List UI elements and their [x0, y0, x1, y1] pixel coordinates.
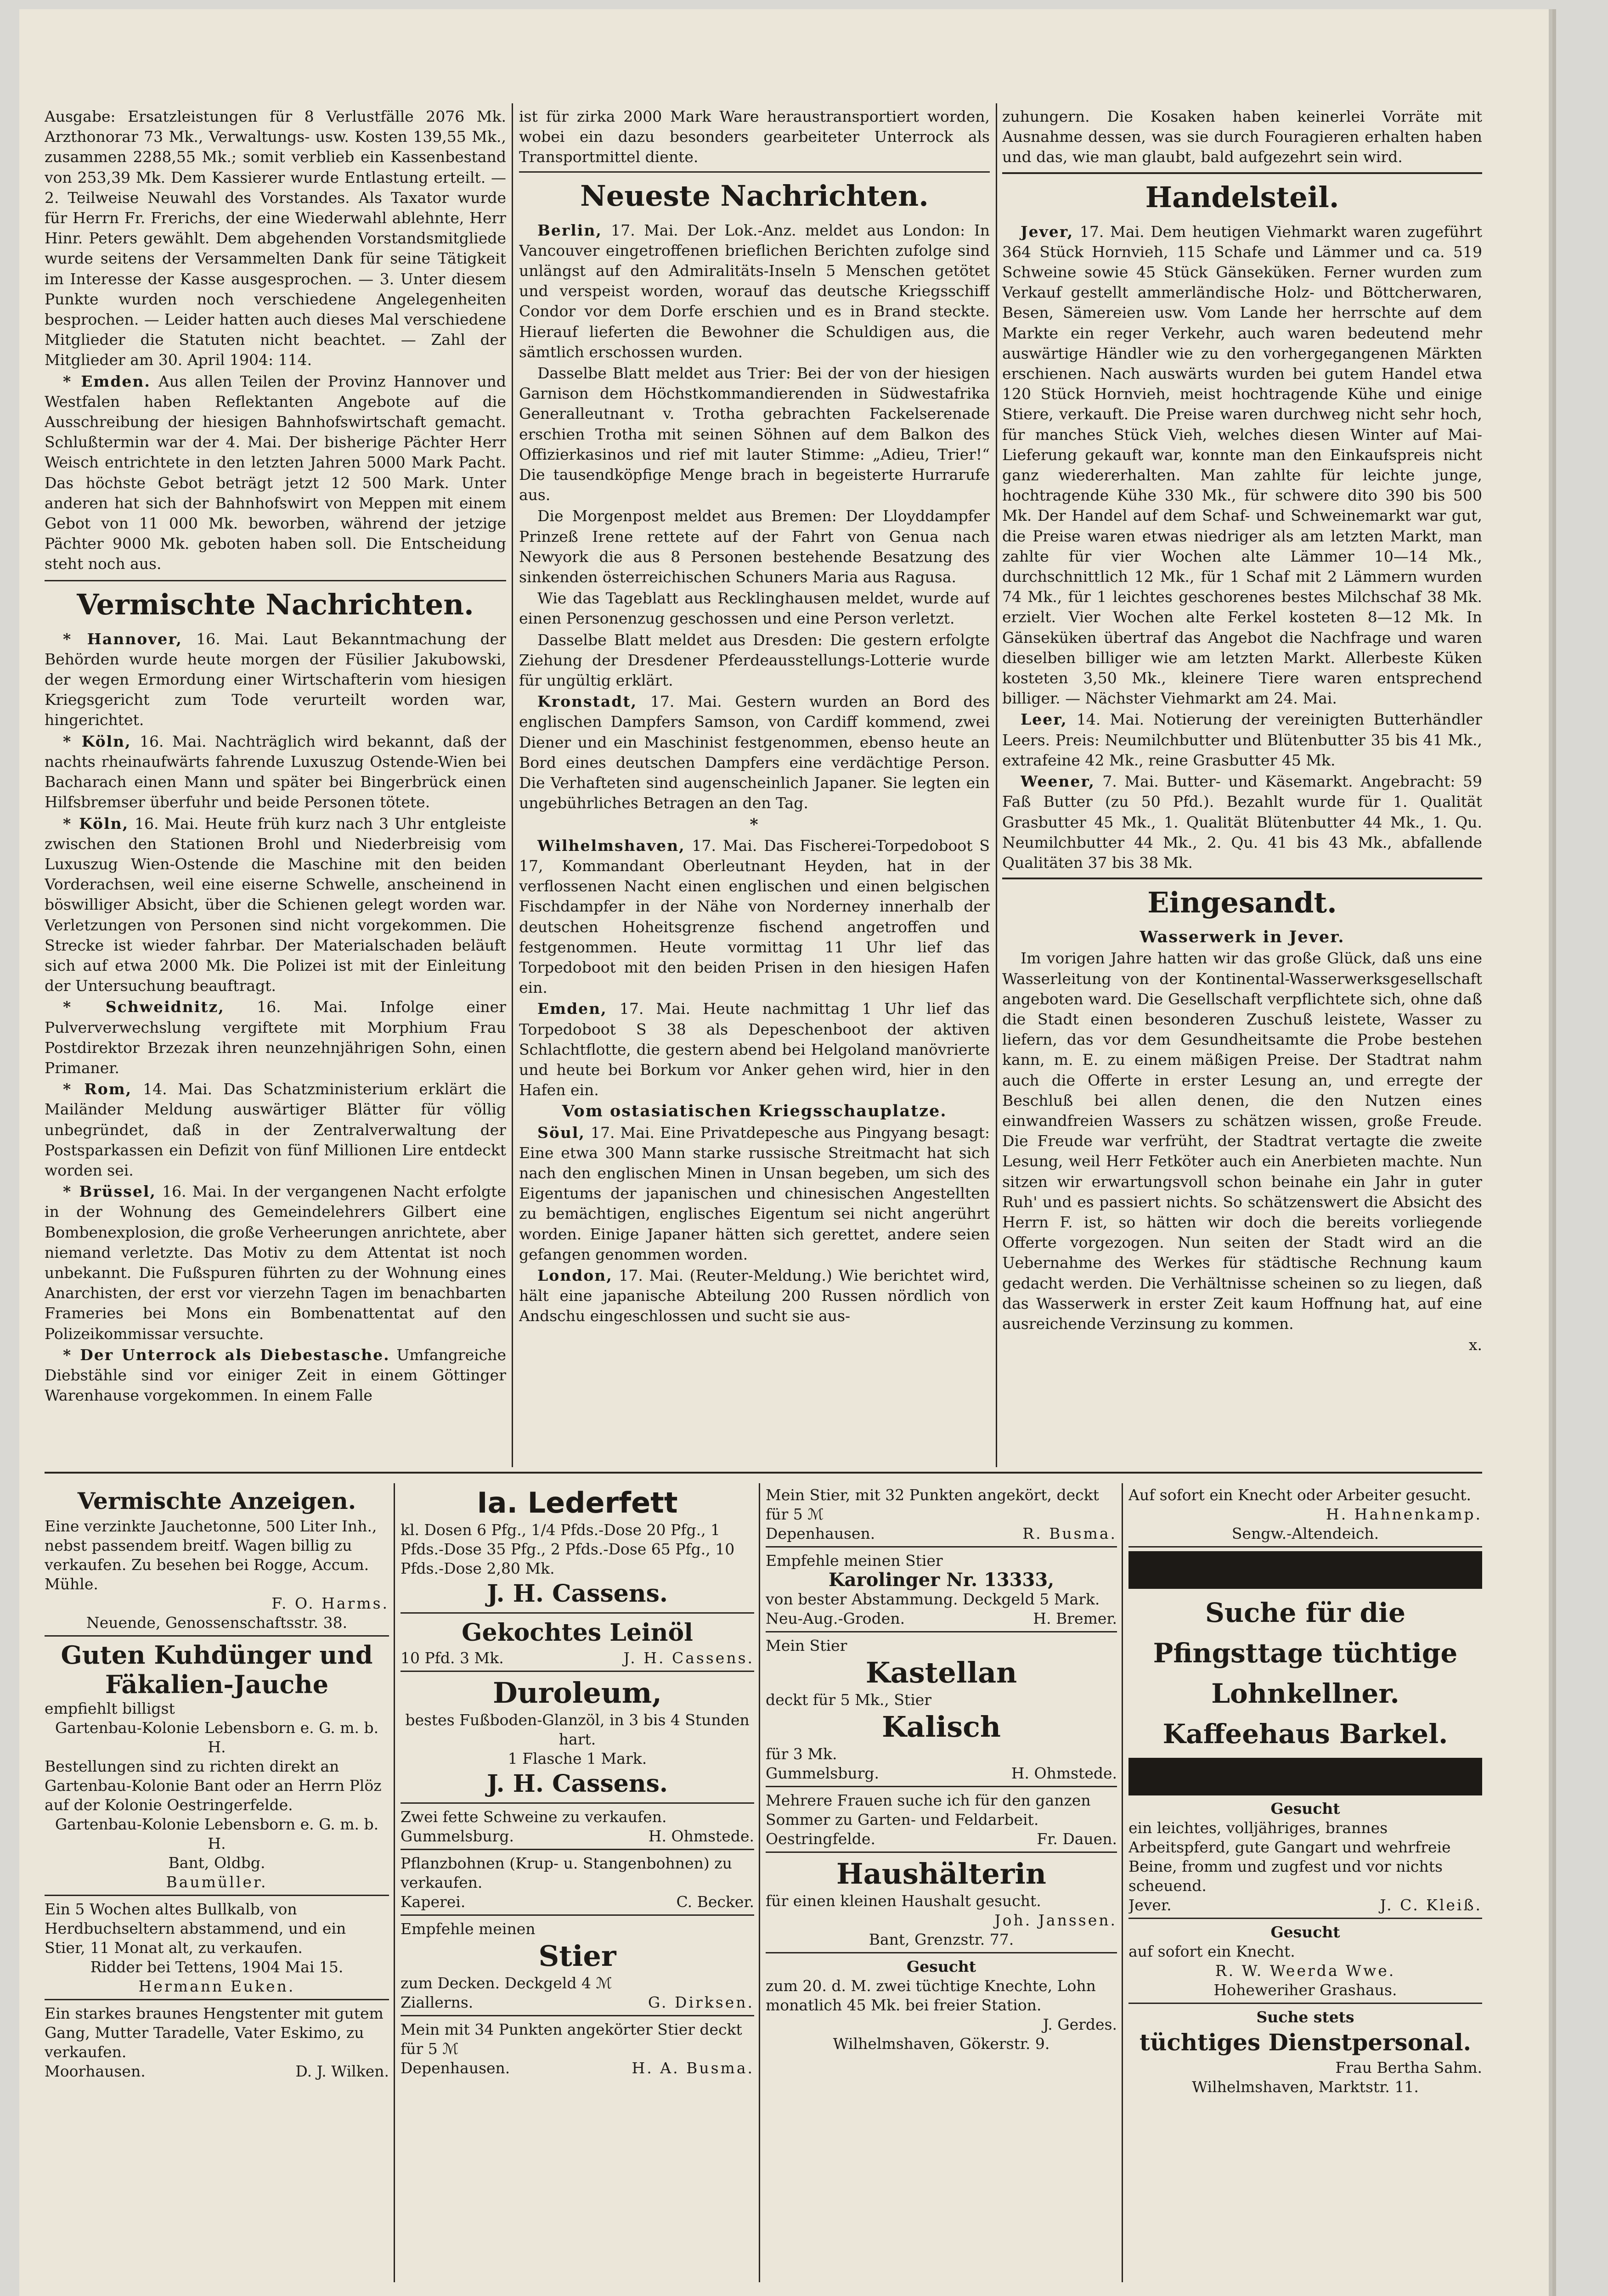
- column-rule-2: [996, 103, 997, 1467]
- ad-head: Gesucht: [906, 1958, 976, 1975]
- ad-text: von bester Abstammung. Deckgeld 5 Mark.: [766, 1590, 1100, 1608]
- ad-footer: [766, 1609, 1117, 1628]
- section-rule: [519, 171, 990, 173]
- ad-address: Kaperei.: [401, 1893, 466, 1911]
- article-dresden: Dasselbe Blatt meldet aus Dresden: Die gestern erfolgte Ziehung der Dresdener Pferdeausstellungs-Lotterie wurde für ungültig erklärt.: [519, 630, 990, 690]
- ad-text: Gartenbau-Kolonie Lebensborn e. G. m. b. H.: [55, 1719, 379, 1756]
- ad-text: Mein Stier: [766, 1637, 847, 1654]
- ad-address: Gummelsburg.: [766, 1764, 879, 1782]
- ad-text: Mein Stier, mit 32 Punkten angekört, deckt für 5 ℳ: [766, 1486, 1099, 1523]
- ad-jauchetonne: [45, 1517, 389, 1637]
- ad-bullkalb: [45, 1900, 389, 2000]
- ad-text: zum 20. d. M. zwei tüchtige Knechte, Lohn monatlich 45 Mk. bei freier Station.: [766, 1977, 1096, 2014]
- ad-text: Empfehle meinen: [401, 1920, 536, 1938]
- section-rule: [1002, 878, 1482, 879]
- ad-signature: Frau Bertha Sahm.: [1335, 2059, 1482, 2077]
- section-heading-vermischte: Vermischte Nachrichten.: [77, 587, 474, 621]
- place-name: Söul,: [537, 1123, 585, 1142]
- article-emden: [45, 371, 506, 574]
- ad-stier-2: [401, 2020, 754, 2078]
- ad-address: Jever.: [1128, 1896, 1172, 1914]
- article-body: 17. Mai. (Reuter-Meldung.) Wie berichtet wird, hält eine japanische Abteilung 200 Russen nördlich von Andschu eingeschlossen und sucht sie aus-: [519, 1266, 990, 1325]
- ad-text: deckt für 5 Mk., Stier: [766, 1691, 932, 1709]
- ad-rule-3: [1122, 1483, 1123, 2282]
- ads-separator: [45, 1472, 1482, 1474]
- ad-footer: [401, 1993, 754, 2012]
- ad-signature: J. C. Kleiß.: [1380, 1896, 1482, 1914]
- article-bruessel: [45, 1182, 506, 1344]
- ad-text: Empfehle meinen Stier: [766, 1552, 943, 1570]
- article-text: zuhungern. Die Kosaken haben keinerlei Vorräte mit Ausnahme dessen, was sie durch Fouragieren erhalten haben und das, wie man glaubt, bald aufgezehrt sein wird.: [1002, 107, 1482, 166]
- section-rule: [45, 580, 506, 581]
- article-body: 14. Mai. Das Schatzministerium erklärt die Mailänder Meldung auswärtiger Blätter für völlig unbegründet, daß in der Zentralverwaltung der Postsparkassen ein Defizit von fünf Millionen Lire entdeckt worden sei.: [45, 1080, 506, 1179]
- article-text: Ausgabe: Ersatzleistungen für 8 Verlustfälle 2076 Mk. Arzthonorar 73 Mk., Verwaltungs- usw. Kosten 139,55 Mk., zusammen 2288,55 Mk.; somit verblieb ein Kassenbestand von 253,39 Mk. Dem Kassierer wurde Entlastung erteilt. — 2. Teilweise Neuwahl des Vorstandes. Als Taxator wurde für Herrn Fr. Frerichs, der eine Wiederwahl ablehnte, Herr Hinr. Peters gewählt. Dem abgehenden Vorstandsmitgliede wurde seitens der Versammelten Dank für seine Tätigkeit im Interesse der Kasse ausgesprochen. — 3. Unter diesem Punkte wurden noch verschiedene Angelegenheiten besprochen. — Leider hatten auch dieses Mal verschiedene Mitglieder die Statuten nicht beachtet. — Zahl der Mitglieder am 30. April 1904: 114.: [45, 107, 506, 369]
- ad-signature: D. J. Wilken.: [295, 2062, 389, 2080]
- ad-head: Suche stets: [1256, 2008, 1354, 2026]
- ad-text: Auf sofort ein Knecht oder Arbeiter gesucht.: [1128, 1486, 1471, 1504]
- ad-title: Stier: [538, 1939, 616, 1973]
- ad-address: Sengw.-Altendeich.: [1231, 1525, 1379, 1542]
- place-name: * Emden.: [63, 372, 151, 390]
- ad-signature: R. W. Weerda Wwe.: [1215, 1962, 1396, 1980]
- article-emden: [519, 999, 990, 1100]
- ad-title: Kalisch: [882, 1710, 1001, 1744]
- ad-text: Bestellungen sind zu richten direkt an Gartenbau-Kolonie Bant oder an Herrn Plöz auf der Kolonie Oestringerfelde.: [45, 1757, 382, 1814]
- article-unterrock: [45, 1345, 506, 1406]
- section-heading-neueste: Neueste Nachrichten.: [580, 179, 929, 213]
- place-name: * Brüssel,: [63, 1182, 156, 1201]
- ads-column-1: [45, 1486, 389, 2285]
- ad-title: Karolinger Nr. 13333,: [828, 1569, 1055, 1591]
- article-hannover: [45, 629, 506, 731]
- ad-schweine: [401, 1807, 754, 1850]
- ad-address: Bant, Grenzstr. 77.: [869, 1930, 1014, 1948]
- ad-text: bestes Fußboden-Glanzöl, in 3 bis 4 Stunden hart.: [405, 1711, 750, 1748]
- ad-signature: J. Gerdes.: [1043, 2015, 1117, 2033]
- ad-address: Wilhelmshaven, Gökerstr. 9.: [833, 2035, 1050, 2053]
- ad-text: Bant, Oldbg.: [168, 1854, 265, 1872]
- subheading-wasserwerk: Wasserwerk in Jever.: [1140, 928, 1345, 947]
- ad-title: Duroleum,: [492, 1676, 662, 1710]
- ad-kuhduenger: [45, 1640, 389, 1896]
- newspaper-page: [19, 9, 1549, 2296]
- column-1: [45, 107, 506, 1470]
- place-name: London,: [537, 1266, 613, 1284]
- article-soeul: [519, 1123, 990, 1265]
- ad-footer: [401, 1892, 754, 1912]
- ad-text: Mein mit 34 Punkten angekörter Stier deckt für 5 ℳ: [401, 2020, 742, 2058]
- ads-column-2: [401, 1486, 754, 2285]
- ad-lederfett: [401, 1486, 754, 1614]
- article-koeln-2: [45, 814, 506, 996]
- article-weener: [1002, 771, 1482, 873]
- place-name: * Hannover,: [63, 630, 182, 648]
- subheading-kriegsschauplatz: Vom ostasiatischen Kriegsschauplatze.: [562, 1102, 947, 1121]
- place-name: * Rom,: [63, 1080, 132, 1098]
- ad-footer: [1128, 1896, 1482, 1915]
- article-berlin: [519, 220, 990, 362]
- ad-frauen: [766, 1791, 1117, 1853]
- ad-footer: [401, 1827, 754, 1846]
- ad-text: ein leichtes, volljähriges, brannes Arbeitspferd, gute Gangart und wehrfreie Beine, fromm und zugfest und vor nichts scheuend.: [1128, 1819, 1451, 1895]
- place-name: Jever,: [1021, 222, 1074, 241]
- ad-signature: H. Ohmstede.: [648, 1827, 754, 1845]
- ad-name: J. H. Cassens.: [486, 1770, 668, 1798]
- place-name: Wilhelmshaven,: [537, 836, 685, 855]
- place-name: Emden,: [537, 1000, 607, 1018]
- ad-signature: H. Hahnenkamp.: [1326, 1505, 1482, 1523]
- ad-text: 10 Pfd. 3 Mk.: [401, 1649, 504, 1667]
- place-name: Kronstadt,: [537, 692, 638, 711]
- ad-address: Neuende, Genossenschaftsstr. 38.: [86, 1614, 348, 1632]
- article-body: Umfangreiche Diebstähle sind vor einiger Zeit in einem Göttinger Warenhause vorgekommen. In einem Falle: [45, 1345, 506, 1405]
- article-kronstadt: [519, 692, 990, 813]
- ads-heading: Vermischte Anzeigen.: [77, 1487, 356, 1514]
- ad-title: Haushälterin: [836, 1857, 1046, 1891]
- ad-text: Mehrere Frauen suche ich für den ganzen Sommer zu Garten- und Feldarbeit.: [766, 1791, 1091, 1829]
- ad-title: Gekochtes Leinöl: [462, 1619, 693, 1647]
- ad-pflanzbohnen: [401, 1854, 754, 1916]
- ad-lohnkellner: Suche für die Pfingsttage tüchtige Lohnkellner. Kaffeehaus Barkel.: [1153, 1597, 1458, 1750]
- ad-head: Gesucht: [1270, 1800, 1340, 1818]
- ads-column-4: [1128, 1486, 1482, 2285]
- article-bremen: Die Morgenpost meldet aus Bremen: Der Lloyddampfer Prinzeß Irene rettete auf der Fahrt von Genua nach Newyork die aus 8 Personen bestehende Besatzung des sinkenden österreichischen Schuners Maria aus Ragusa.: [519, 507, 990, 586]
- ad-address: Moorhausen.: [45, 2062, 146, 2080]
- ad-text: Ein starkes braunes Hengstenter mit gutem Gang, Mutter Taradelle, Vater Eskimo, zu verkaufen.: [45, 2004, 384, 2061]
- ad-footer: [766, 1829, 1117, 1849]
- ad-karolinger: [766, 1551, 1117, 1632]
- ad-text: für einen kleinen Haushalt gesucht.: [766, 1892, 1041, 1910]
- ad-address: Wilhelmshaven, Marktstr. 11.: [1192, 2078, 1419, 2096]
- ad-stier: [401, 1919, 754, 2016]
- section-heading-eingesandt: Eingesandt.: [1147, 886, 1337, 920]
- ad-knechte: [766, 1957, 1117, 2054]
- ad-signature: Joh. Janssen.: [994, 1911, 1117, 1929]
- ad-duroleum: [401, 1676, 754, 1804]
- ad-title: Kastellan: [865, 1656, 1017, 1689]
- section-heading-handelsteil: Handelsteil.: [1145, 180, 1339, 214]
- ads-column-3: [766, 1486, 1117, 2285]
- ad-knecht-gesucht: [1128, 1486, 1482, 1548]
- article-body: 17. Mai. Heute nachmittag 1 Uhr lief das Torpedoboot S 38 als Depeschenboot der aktiven Schlachtflotte, die gestern abend bei Helgoland manövrierte und heute bei Borkum vor Anker gehen wird, hier in den Hafen ein.: [519, 1000, 990, 1099]
- ad-address: Depenhausen.: [766, 1525, 875, 1542]
- ad-name: J. H. Cassens.: [486, 1580, 668, 1608]
- column-2: [519, 107, 990, 1470]
- ad-leinoel: [401, 1617, 754, 1672]
- ad-address: Depenhausen.: [401, 2059, 510, 2077]
- ad-address: Oestringfelde.: [766, 1830, 875, 1848]
- article-koeln-1: [45, 732, 506, 813]
- article-trier: Dasselbe Blatt meldet aus Trier: Bei der von der hiesigen Garnison dem Höchstkommandierenden in Südwestafrika Generalleutnant v. Trotha gebrachten Fackelserenade erschien Trotha mit seinen Söhnen auf dem Balkon des Offizierkasinos und rief mit lauter Stimme: „Adieu, Trier!“ Die tausendköpfige Menge brach in begeisterte Hurrarufe aus.: [519, 364, 990, 504]
- ad-signature: Baumüller.: [166, 1873, 268, 1891]
- ad-footer: [401, 1649, 754, 1668]
- ad-footer: [766, 1524, 1117, 1543]
- ad-signature: C. Becker.: [676, 1893, 754, 1911]
- ad-title: Ia. Lederfett: [477, 1486, 678, 1519]
- section-rule: [1002, 172, 1482, 174]
- ad-footer: [766, 1764, 1117, 1783]
- article-text: ist für zirka 2000 Mark Ware heraustransportiert worden, wobei ein dazu besonders gearbeiteter Unterrock als Transportmittel diente.: [519, 107, 990, 166]
- ad-rule-1: [394, 1483, 395, 2282]
- ad-text: Pflanzbohnen (Krup- u. Stangenbohnen) zu verkaufen.: [401, 1854, 732, 1891]
- ad-address: Hoheweriher Grashaus.: [1213, 1981, 1397, 1999]
- ad-text: auf sofort ein Knecht.: [1128, 1942, 1295, 1960]
- ad-address: Ridder bei Tettens, 1904 Mai 15.: [90, 1958, 344, 1976]
- ad-address: Ziallerns.: [401, 1993, 474, 2011]
- article-body: 16. Mai. Heute früh kurz nach 3 Uhr entgleiste zwischen den Stationen Brohl und Niederbreisig vom Luxuszug Wien-Ostende die Maschine mit den beiden Vorderachsen, weil eine eiserne Schwelle, anscheinend in böswilliger Absicht, über die Schienen gelegt worden war. Verletzungen von Personen sind nicht vorgekommen. Die Strecke ist wieder fahrbar. Der Materialschaden beläuft sich auf etwa 2000 Mk. Die Polizei ist mit der Einleitung der Untersuchung beauftragt.: [45, 814, 506, 995]
- article-body: 17. Mai. Das Fischerei-Torpedoboot S 17, Kommandant Oberleutnant Heyden, hat in der verflossenen Nacht einen englischen und einen belgischen Fischdampfer in der Nähe von Norderney innerhalb der deutschen Hoheitsgrenze fischend angetroffen und festgenommen. Heute vormittag 11 Uhr lief das Torpedoboot mit den beiden Prisen in den hiesigen Hafen ein.: [519, 836, 990, 997]
- ad-knecht-weerda: [1128, 1923, 1482, 2004]
- ad-signature: H. A. Busma.: [632, 2059, 754, 2077]
- ad-text: Ein 5 Wochen altes Bullkalb, von Herdbuchseltern abstammend, und ein Stier, 11 Monat alt, zu verkaufen.: [45, 1900, 346, 1957]
- article-body: 16. Mai. Laut Bekanntmachung der Behörden wurde heute morgen der Füsilier Jakubowski, der wegen Ermordung einer Wirtschafterin vom hiesigen Kriegsgericht zum Tode verurteilt worden war, hingerichtet.: [45, 630, 506, 729]
- ad-text: Eine verzinkte Jauchetonne, 500 Liter Inh., nebst passendem breitf. Wagen billig zu verkaufen. Zu besehen bei Rogge, Accum. Mühle.: [45, 1517, 377, 1593]
- ad-footer: [45, 2062, 389, 2081]
- article-body: 17. Mai. Der Lok.-Anz. meldet aus London: In Vancouver eingetroffenen brieflichen Berichten zufolge sind unlängst auf den Admiralitäts-Inseln 5 Menschen getötet und verspeist worden, worauf das deutsche Kriegsschiff Condor vor dem Dorfe erschien und es in Brand steckte. Hierauf lieferten die Bewohner die Schuldigen aus, die sämtlich erschossen wurden.: [519, 221, 990, 361]
- article-eingesandt: Im vorigen Jahre hatten wir das große Glück, daß uns eine Wasserleitung von der Kontinental-Wasserwerksgesellschaft angeboten ward. Die Gesellschaft verpflichtete sich, ohne daß die Stadt einen besonderen Zuschuß leistete, Wasser zu liefern, das vor dem Gesundheitsamte die Probe bestehen kann, m. E. zu einem mäßigen Preise. Der Stadtrat nahm auch die Offerte in erster Lesung an, und erregte der Beschluß bei allen denen, die den Nutzen eines einwandfreien Wassers zu schätzen wissen, große Freude. Die Freude war verfrüht, der Stadtrat vertagte die zweite Lesung, weil Herr Fetköter auch ein Anerbieten machte. Nun sitzen wir erwartungsvoll schon beinahe ein Jahr in guter Ruh' und es passiert nichts. So schätzenswert die Absicht des Herrn F. ist, so hätten wir doch die bereits vorliegende Offerte vorgezogen. Nun seiten der Stadt wird an die Uebernahme des Werkes für städtische Rechnung kaum gedacht werden. Die Verhältnisse scheinen so zu liegen, daß das Wasserwerk in erster Zeit kaum Hoffnung hat, auf eine ausreichende Verzinsung zu kommen.: [1002, 949, 1482, 1333]
- ad-title: Guten Kuhdünger und Fäkalien-Jauche: [61, 1640, 373, 1699]
- ad-signature: H. Bremer.: [1033, 1609, 1117, 1627]
- place-name: * Köln,: [63, 814, 129, 833]
- ad-signature: G. Dirksen.: [648, 1993, 754, 2011]
- column-rule-1: [512, 103, 513, 1467]
- ad-signature: R. Busma.: [1022, 1525, 1117, 1542]
- ad-signature: Hermann Euken.: [138, 1977, 295, 1995]
- article-body: 17. Mai. Dem heutigen Viehmarkt waren zugeführt 364 Stück Hornvieh, 115 Schafe und Lämmer und ca. 519 Schweine sowie 45 Stück Gänseküken. Ferner wurden zum Verkauf gestellt ammerländische Holz- und Böttcherwaren, Besen, Sämereien usw. Vom Lande her herrschte auf dem Markte ein reger Verkehr, auch waren bedeutend mehr auswärtige Händler wie zu den vorhergegangenen Märkten erschienen. Nach auswärts wurden bei gutem Handel etwa 120 Stück Hornvieh, meist hochtragende Kühe und einige Stiere, verkauft. Die Preise waren durchweg nicht sehr hoch, für manches Stück Vieh, welches diesen Winter auf Mai-Lieferung gekauft war, konnte man den Einkaufspreis nicht ganz wiedererhalten. Man zahlte für leichte junge, hochtragende Kühe 330 Mk., für schwere dito 390 bis 500 Mk. Der Handel auf dem Schaf- und Schweinemarkt war gut, die Preise waren etwas niedriger als am letzten Markt, man zahlte für vier Wochen alte Lämmer 10—14 Mk., durchschnittlich 12 Mk., für 1 Schaf mit 2 Lämmern wurden 74 Mk., für 1 leichtes geschorenes bestes Milchschaf 38 Mk. erzielt. Vier Wochen alte Ferkel kosteten 8—12 Mk. In Gänseküken übertraf das Angebot die Nachfrage und waren dieselben billiger wie am letzten Markt. Allerbeste Küken kosteten 3,50 Mk., kleinere Tiere waren entsprechend billiger. — Nächster Viehmarkt am 24. Mai.: [1002, 222, 1482, 708]
- column-3: [1002, 107, 1482, 1470]
- article-body: 14. Mai. Notierung der vereinigten Butterhändler Leers. Preis: Neumilchbutter und Blütenbutter 35 bis 41 Mk., extrafeine 42 Mk., reine Grasbutter 45 Mk.: [1002, 710, 1482, 769]
- ad-dienstpersonal: [1128, 2008, 1482, 2097]
- article-rom: [45, 1079, 506, 1181]
- black-bar: [1128, 1758, 1482, 1795]
- article-body: 16. Mai. In der vergangenen Nacht erfolgte in der Wohnung des Gemeindelehrers Gilbert eine Bombenexplosion, die große Verheerungen anrichtete, aber niemand verletzte. Das Motiv zu dem Attentat ist noch unbekannt. Die Fußspuren führten zu der Wohnung eines Anarchisten, der erst vor vierzehn Tagen im benachbarten Frameries bei Mons ein Bombenattentat auf den Polizeikommissar versuchte.: [45, 1182, 506, 1343]
- ad-name: J. H. Cassens.: [623, 1649, 754, 1667]
- ad-arbeitspferd: [1128, 1799, 1482, 1919]
- article-body: 7. Mai. Butter- und Käsemarkt. Angebracht: 59 Faß Butter (zu 50 Pfd.). Bezahlt wurde für 1. Qualität Grasbutter 45 Mk., 1. Qualität Blütenbutter 44 Mk., 1. Qu. Neumilchbutter 44 Mk., 2. Qu. 41 bis 43 Mk., abfallende Qualitäten 37 bis 38 Mk.: [1002, 772, 1482, 872]
- ad-haushaelterin: [766, 1857, 1117, 1953]
- ad-text: für 3 Mk.: [766, 1745, 837, 1763]
- ad-hengstenter: [45, 2004, 389, 2081]
- ad-signature: F. O. Harms.: [271, 1594, 389, 1612]
- ad-text: 1 Flasche 1 Mark.: [508, 1750, 647, 1767]
- article-body: 17. Mai. Eine Privatdepesche aus Pingyang besagt: Eine etwa 300 Mann starke russische Streitmacht hat sich nach den englischen Minen in Unsan begeben, um sich des Eigentums der japanischen und chinesischen Angestellten zu bemächtigen, englisches Eigentum sei nicht angerührt worden. Einige Japaner hätten sich gerettet, andere seien gefangen genommen worden.: [519, 1123, 990, 1263]
- place-name: Berlin,: [537, 221, 602, 239]
- ad-text: zum Decken. Deckgeld 4 ℳ: [401, 1974, 612, 1992]
- ad-text: Zwei fette Schweine zu verkaufen.: [401, 1808, 667, 1826]
- article-leer: [1002, 709, 1482, 771]
- article-schweidnitz: [45, 997, 506, 1078]
- article-recklinghausen: Wie das Tageblatt aus Recklinghausen meldet, wurde auf einen Personenzug geschossen und eine Person verletzt.: [519, 589, 990, 628]
- article-london: [519, 1266, 990, 1327]
- separator-star: *: [750, 815, 759, 834]
- place-name: * Der Unterrock als Diebestasche.: [63, 1345, 390, 1364]
- ad-stier-busma: [766, 1486, 1117, 1548]
- ad-address: Gummelsburg.: [401, 1827, 514, 1845]
- article-body: Aus allen Teilen der Provinz Hannover und Westfalen haben Reflektanten Angebote auf die Ausschreibung der hiesigen Bahnhofswirtschaft gemacht. Schlußtermin war der 4. Mai. Der bisherige Pächter Herr Weisch entrichtete in den letzten Jahren 5000 Mark Pacht. Das höchste Gebot beträgt jetzt 12 500 Mark. Unter anderen hat sich der Bahnhofswirt von Meppen mit einem Gebot von 11 000 Mk. beworben, während der jetzige Pächter 9000 Mk. geboten haben soll. Die Entscheidung steht noch aus.: [45, 372, 506, 573]
- place-name: Leer,: [1021, 710, 1067, 729]
- ad-kastellan: [766, 1636, 1117, 1787]
- signature: x.: [1468, 1336, 1482, 1354]
- place-name: * Schweidnitz,: [63, 998, 225, 1016]
- ad-text: empfiehlt billigst: [45, 1699, 175, 1717]
- article-jever: [1002, 222, 1482, 709]
- article-body: 16. Mai. Infolge einer Pulververwechslung vergiftete mit Morphium Frau Postdirektor Brzezak ihren neunzehnjährigen Sohn, einen Primaner.: [45, 998, 506, 1077]
- black-bar: [1128, 1551, 1482, 1589]
- ad-head: Gesucht: [1270, 1923, 1340, 1941]
- ad-signature: H. Ohmstede.: [1011, 1764, 1117, 1782]
- ad-text: kl. Dosen 6 Pfg., 1/4 Pfds.-Dose 20 Pfg., 1 Pfds.-Dose 35 Pfg., 2 Pfds.-Dose 65 Pfg., 10 Pfds.-Dose 2,80 Mk.: [401, 1521, 735, 1577]
- ad-text: Gartenbau-Kolonie Lebensborn e. G. m. b. H.: [55, 1815, 379, 1852]
- ad-footer: [401, 2059, 754, 2078]
- ad-rule-2: [759, 1483, 760, 2282]
- place-name: Weener,: [1021, 772, 1095, 791]
- ad-address: Neu-Aug.-Groden.: [766, 1609, 905, 1627]
- ad-signature: Fr. Dauen.: [1037, 1830, 1117, 1848]
- place-name: * Köln,: [63, 732, 131, 750]
- ad-title: tüchtiges Dienstpersonal.: [1139, 2029, 1472, 2056]
- article-body: 17. Mai. Gestern wurden an Bord des englischen Dampfers Samson, von Cardiff kommend, zwei Diener und ein Maschinist festgenommen, ebenso heute an Bord eines deutschen Dampfers eine verdächtige Person. Die Verhafteten sind augenscheinlich Japaner. Sie legten ein ungebührliches Betragen an den Tag.: [519, 692, 990, 812]
- article-body: 16. Mai. Nachträglich wird bekannt, daß der nachts rheinaufwärts fahrende Luxuszug Ostende-Wien bei Bacharach einen Mann und später bei Bingerbrück einen Hilfsbremser überfuhr und beide Personen tötete.: [45, 732, 506, 811]
- article-wilhelmshaven: [519, 836, 990, 998]
